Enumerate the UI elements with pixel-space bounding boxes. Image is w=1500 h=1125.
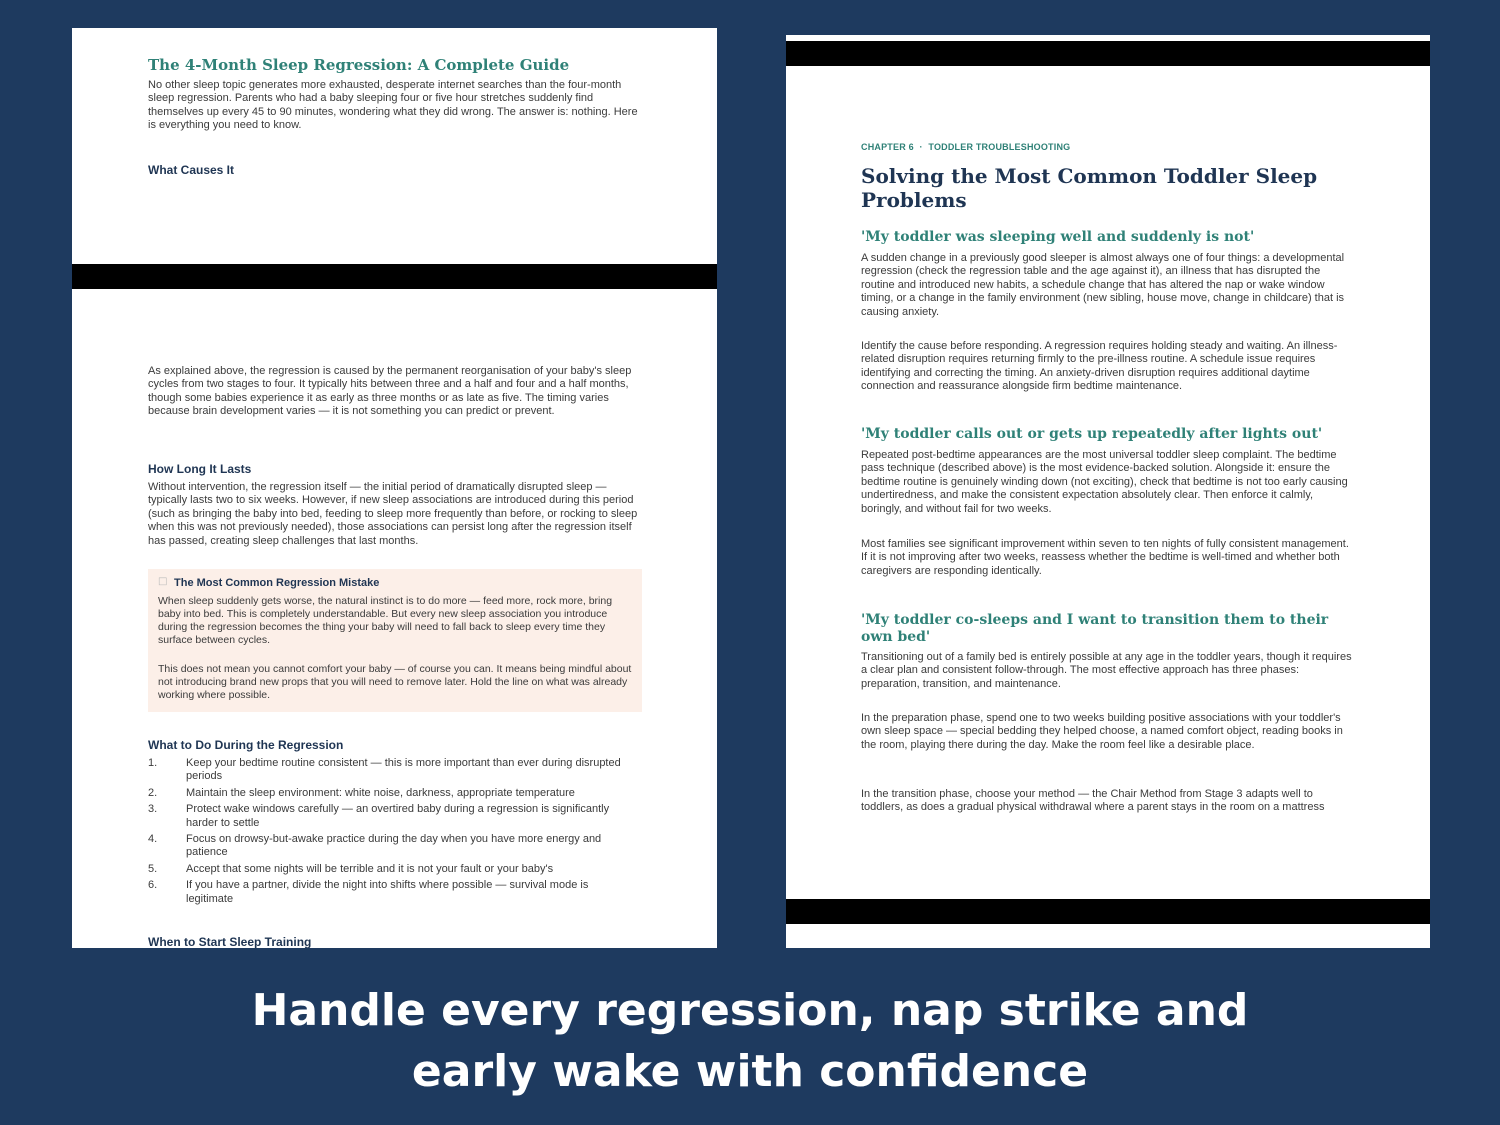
list-item: 6. If you have a partner, divide the night into shifts where possible — survival mode is legitimate [148,879,589,905]
answer-3-paragraph-a: Transitioning out of a family bed is entirely possible at any age in the toddler years, though it requires a clear plan and consistent follow-through. The most effective approach has three phases: preparation, transition, and maintenance. [861,651,1352,690]
answer-1-paragraph-a: A sudden change in a previously good sleeper is almost always one of four things: a developmental regression (check the regression table and the age against it), an illness that has disrupted the routine and introduced new habits, a schedule change that has altered the nap or wake window timing, or a change in the family environment (new sibling, house move, change in childcare) that is causing anxiety. [861,252,1345,318]
list-item: 3. Protect wake windows carefully — an overtired baby during a regression is significantly harder to settle [148,803,610,829]
question-heading-3: 'My toddler co-sleeps and I want to transition them to their own bed' [861,612,1329,645]
list-item: 2. Maintain the sleep environment: white noise, darkness, appropriate temperature [148,786,575,799]
left-page-title: The 4-Month Sleep Regression: A Complete Guide [148,56,570,74]
heading-how-long: How Long It Lasts [148,462,252,476]
right-document-page [786,35,1430,948]
paragraph-what-causes: As explained above, the regression is caused by the permanent reorganisation of your baby's sleep cycles from two stages to four. It typically hits between three and a half and four and a half months, though some babies experience it as early as three months or as late as five. The timing varies because brain development varies — it is not something you can predict or prevent. [148,365,632,418]
marketing-caption-line-2: early wake with confidence [411,1046,1089,1097]
chapter-eyebrow [861,142,1070,152]
callout-paragraph-2: This does not mean you cannot comfort your baby — of course you can. It means being mindful about not introducing brand new props that you will need to remove later. Hold the line on what was already working where possible. [158,663,632,701]
answer-2-paragraph-a: Repeated post-bedtime appearances are the most universal toddler sleep complaint. The bedtime pass technique (described above) is the most evidence-backed solution. Alongside it: ensure the bedtime routine is genuinely winding down (not exciting), check that bedtime is not too early causing undertiredness, and make the consistent expectation absolutely clear. Then enforce it calmly, boringly, and without fail for two weeks. [861,449,1348,515]
list-item: 1. Keep your bedtime routine consistent — this is more important than ever during disrupted periods [148,757,621,783]
question-heading-2: 'My toddler calls out or gets up repeatedly after lights out' [861,426,1323,442]
eyebrow-chapter: CHAPTER 6 [861,142,914,152]
answer-3-paragraph-c: In the transition phase, choose your method — the Chair Method from Stage 3 adapts well to toddlers, as does a gradual physical withdrawal where a parent stays in the room on a mattress [861,788,1325,814]
eyebrow-section: TODDLER TROUBLESHOOTING [928,142,1071,152]
regression-steps-list [148,757,638,909]
callout-paragraph-1: When sleep suddenly gets worse, the natural instinct is to do more — feed more, rock more, bring baby into bed. This is completely understandable. But every new sleep association you introduce during the regression becomes the thing your baby will need to fall back to sleep every time they surface between cycles. [158,595,613,646]
answer-2-paragraph-b: Most families see significant improvement within seven to ten nights of fully consistent management. If it is not improving after two weeks, reassess whether the bedtime is well-timed and whether both caregivers are responding identically. [861,538,1349,577]
heading-when-to-start: When to Start Sleep Training [148,935,312,948]
paragraph-how-long: Without intervention, the regression itself — the initial period of dramatically disrupted sleep — typically lasts two to six weeks. However, if new sleep associations are introduced during this period (such as bringing the baby into bed, feeding to sleep more frequently than before, or rocking to sleep when this was not previously needed), those associations can persist long after the regression itself has passed, creating sleep challenges that last months. [148,481,638,547]
list-item: 5. Accept that some nights will be terrible and it is not your fault or your baby's [148,862,554,875]
page-bottom-bar [786,899,1430,924]
eyebrow-separator: · [919,142,923,152]
page-break-bar [72,264,717,289]
callout-box [148,569,642,712]
answer-3-paragraph-b: In the preparation phase, spend one to two weeks building positive associations with your toddler's own sleep space — special bedding they helped choose, a named comfort object, reading books in the room, playing there during the day. Make the room feel like a desirable place. [861,712,1343,751]
page-top-bar [786,41,1430,66]
callout-square-icon: □ [158,576,168,587]
heading-what-to-do: What to Do During the Regression [148,738,344,752]
left-document-page [72,28,717,948]
callout-title: The Most Common Regression Mistake [174,577,380,589]
right-page-title: Solving the Most Common Toddler Sleep Problems [861,164,1318,212]
heading-what-causes: What Causes It [148,163,235,177]
left-intro-paragraph: No other sleep topic generates more exhausted, desperate internet searches than the four-month sleep regression. Parents who had a baby sleeping four or five hour stretches suddenly find themselves up every 45 to 90 minutes, wondering what they did wrong. The answer is: nothing. Here is everything you need to know. [148,79,638,132]
list-item: 4. Focus on drowsy-but-awake practice during the day when you have more energy and patience [148,833,602,859]
question-heading-1: 'My toddler was sleeping well and suddenly is not' [861,229,1255,245]
marketing-caption-line-1: Handle every regression, nap strike and [251,985,1249,1036]
answer-1-paragraph-b: Identify the cause before responding. A regression requires holding steady and waiting. An illness-related disruption requires returning firmly to the pre-illness routine. A schedule issue requires identifying and correcting the timing. An anxiety-driven disruption requires additional daytime connection and reassurance alongside firm bedtime maintenance. [861,340,1338,393]
